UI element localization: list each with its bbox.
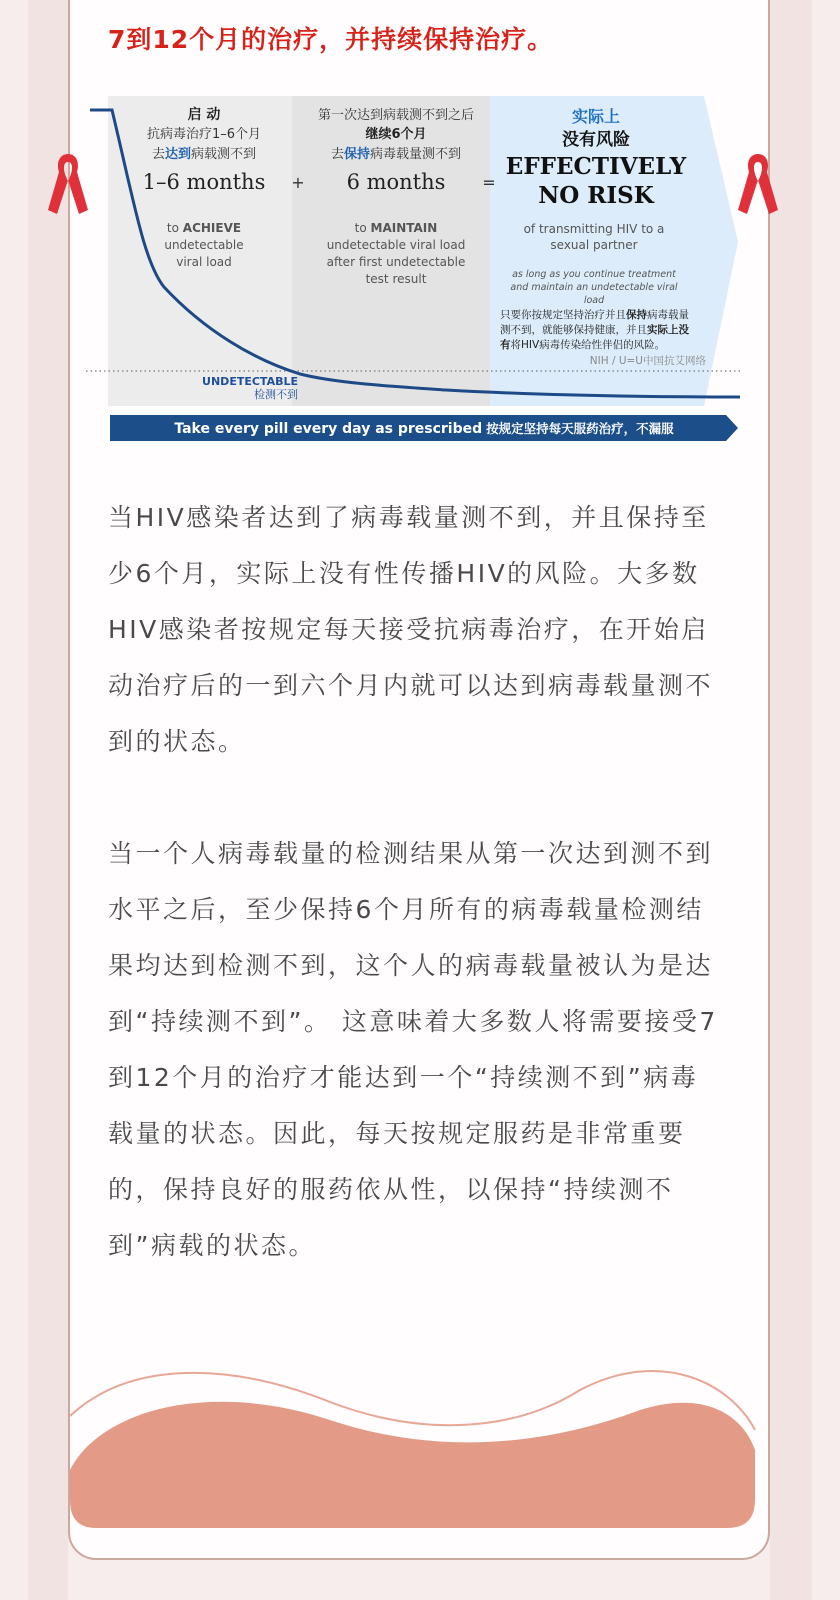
col1-en-line2: undetectable: [164, 238, 244, 252]
col2-en-line1: to MAINTAIN: [354, 221, 438, 235]
col2-en-line4: test result: [365, 272, 427, 286]
col2-sub1: 继续6个月: [365, 127, 427, 142]
col2-en-line3: after first undetectable: [326, 255, 466, 269]
uu-infographic: [86, 92, 746, 452]
red-ribbon-icon: [44, 150, 92, 220]
plus-sign: +: [291, 173, 305, 192]
col2-title: 第一次达到病载测不到之后: [317, 108, 475, 123]
col3-title: 实际上: [571, 107, 621, 126]
bottom-wave-decoration: [0, 1320, 840, 1600]
col3-big-line2: NO RISK: [538, 182, 654, 209]
col3-en-line1: of transmitting HIV to a: [523, 222, 665, 236]
col3-italic-line1: as long as you continue treatment: [512, 269, 676, 280]
col1-en-line1: to ACHIEVE: [166, 221, 242, 235]
col3-italic-line3: load: [583, 295, 605, 306]
col1-months: 1–6 months: [142, 170, 266, 194]
col2-sub2: 去保持病毒载量测不到: [330, 147, 462, 162]
col3-italic-line2: and maintain an undetectable viral: [510, 282, 678, 293]
undetectable-label-cn: 检测不到: [254, 388, 298, 401]
col1-sub2: 去达到病载测不到: [151, 147, 257, 162]
col3-cn-line3: 有将HIV病毒传染给性伴侣的风险。: [500, 339, 666, 351]
undetectable-label-en: UNDETECTABLE: [202, 375, 298, 388]
col1-en-line3: viral load: [176, 255, 232, 269]
col3-big-line1: EFFECTIVELY: [505, 153, 687, 180]
body-paragraph-1: 当HIV感染者达到了病毒载量测不到，并且保持至少6个月，实际上没有性传播HIV的风险。大多数HIV感染者按规定每天接受抗病毒治疗，在开始启动治疗后的一到六个月内就可以达到病毒载量测不到的状态。: [108, 503, 714, 756]
col3-sub: 没有风险: [562, 130, 630, 150]
section-heading: 7到12个月的治疗，并持续保持治疗。: [108, 25, 554, 54]
col2-months: 6 months: [346, 170, 446, 194]
col3-source: NIH / U=U中国抗艾网络: [589, 355, 706, 367]
equals-sign: =: [482, 173, 496, 192]
red-ribbon-icon: [734, 150, 782, 220]
col3-cn-line2: 测不到，就能够保持健康，并且实际上没: [500, 324, 689, 336]
col3-cn-line1: 只要你按规定坚持治疗并且保持病毒载量: [500, 309, 689, 321]
col2-en-line2: undetectable viral load: [326, 238, 466, 252]
col1-title: 启 动: [187, 107, 221, 123]
col3-en-line2: sexual partner: [550, 238, 638, 252]
col1-sub1: 抗病毒治疗1–6个月: [146, 127, 262, 142]
adherence-banner-text: Take every pill every day as prescribed 按规定坚持每天服药治疗，不漏服: [174, 421, 674, 437]
body-paragraph-2: 当一个人病毒载量的检测结果从第一次达到测不到水平之后，至少保持6个月所有的病毒载量检测结果均达到检测不到，这个人的病毒载量被认为是达到“持续测不到”。 这意味着大多数人将需要接受7到12个月的治疗才能达到一个“持续测不到”病毒载量的状态。因此，每天按规定服药是非常重要的，保持良好的服药依从性，以保持“持续测不到”病载的状态。: [108, 839, 718, 1260]
